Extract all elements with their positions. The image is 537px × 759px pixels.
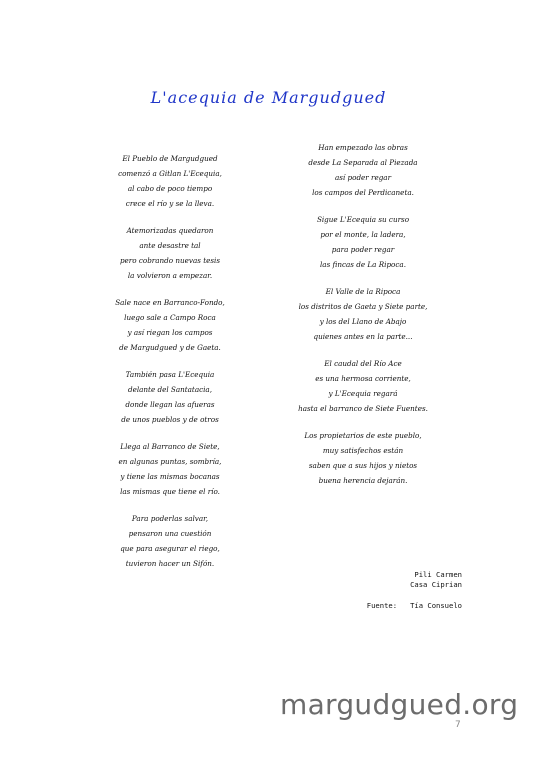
poem-line: comenzó a Gitlan L'Ecequia, <box>118 169 222 178</box>
poem-line: pensaron una cuestión <box>128 529 212 538</box>
poem-line: en algunas puntas, sombría, <box>118 457 222 466</box>
poem-line: donde llegan las afueras <box>125 400 215 409</box>
poem-line: tuvieron hacer un Sifón. <box>125 559 215 568</box>
poem-line: Para poderlas salvar, <box>131 514 209 523</box>
poem-line: y así riegan los campos <box>127 328 213 337</box>
poem-line: y los del Llano de Abajo <box>319 317 407 326</box>
poem-line: buena herencia dejarán. <box>318 476 408 485</box>
poem-line: es una hermosa corriente, <box>315 374 411 383</box>
poem-line: hasta el barranco de Siete Fuentes. <box>298 404 428 413</box>
poem-line: los campos del Perdicaneta. <box>312 188 414 197</box>
poem-line: El caudal del Río Ace <box>324 359 402 368</box>
page-number: 7 <box>455 720 461 730</box>
page-title: L'acequia de Margudgued <box>150 88 387 107</box>
signature-house: Casa Ciprian <box>410 580 462 589</box>
poem-line: muy satisfechos están <box>322 446 404 455</box>
poem-line: así poder regar <box>334 173 392 182</box>
poem-line: para poder regar <box>331 245 395 254</box>
poem-line: delante del Santatacia, <box>127 385 212 394</box>
poem-line: crece el río y se la lleva. <box>125 199 215 208</box>
poem-line: desde La Separada al Piezada <box>308 158 418 167</box>
source-name: Tía Consuelo <box>410 601 462 610</box>
source-line <box>367 601 462 610</box>
poem-line: También pasa L'Ecequia <box>125 370 215 379</box>
poem-line: Llega al Barranco de Siete, <box>120 442 220 451</box>
poem-line: ante desastre tal <box>139 241 201 250</box>
poem-line: Atemorizadas quedaron <box>126 226 214 235</box>
poem-line: las fincas de La Ripoca. <box>320 260 406 269</box>
poem-line: Sale nace en Barranco-Fondo, <box>115 298 225 307</box>
poem-line: saben que a sus hijos y nietos <box>308 461 418 470</box>
poem-line: de unos pueblos y de otros <box>121 415 219 424</box>
poem-line: la volvieron a empezar. <box>127 271 213 280</box>
poem-line: El Pueblo de Margudgued <box>122 154 218 163</box>
poem-line: El Valle de la Ripoca <box>325 287 401 296</box>
watermark: margudgued.org <box>280 688 519 721</box>
signature-author: Pili Carmen <box>414 570 462 579</box>
poem-line: los distritos de Gaeta y Siete parte, <box>298 302 428 311</box>
poem-line: que para asegurar el riego, <box>120 544 220 553</box>
poem-line: y L'Ecequia regará <box>328 389 398 398</box>
poem-line: de Margudgued y de Gaeta. <box>119 343 221 352</box>
poem-line: y tiene las mismas bocanas <box>120 472 220 481</box>
poem-line: luego sale a Campo Roca <box>124 313 216 322</box>
poem-line: Han empezado las obras <box>318 143 408 152</box>
poem-line: por el monte, la ladera, <box>320 230 406 239</box>
poem-line: al cabo de poco tiempo <box>127 184 213 193</box>
poem-line: quienes antes en la parte... <box>313 332 413 341</box>
poem-line: Los propietarios de este pueblo, <box>304 431 422 440</box>
source-label: Fuente: <box>366 601 398 610</box>
poem-line: Sigue L'Ecequia su curso <box>316 215 410 224</box>
poem-line: pero cobrando nuevas tesis <box>119 256 221 265</box>
poem-line: las mismas que tiene el río. <box>120 487 220 496</box>
